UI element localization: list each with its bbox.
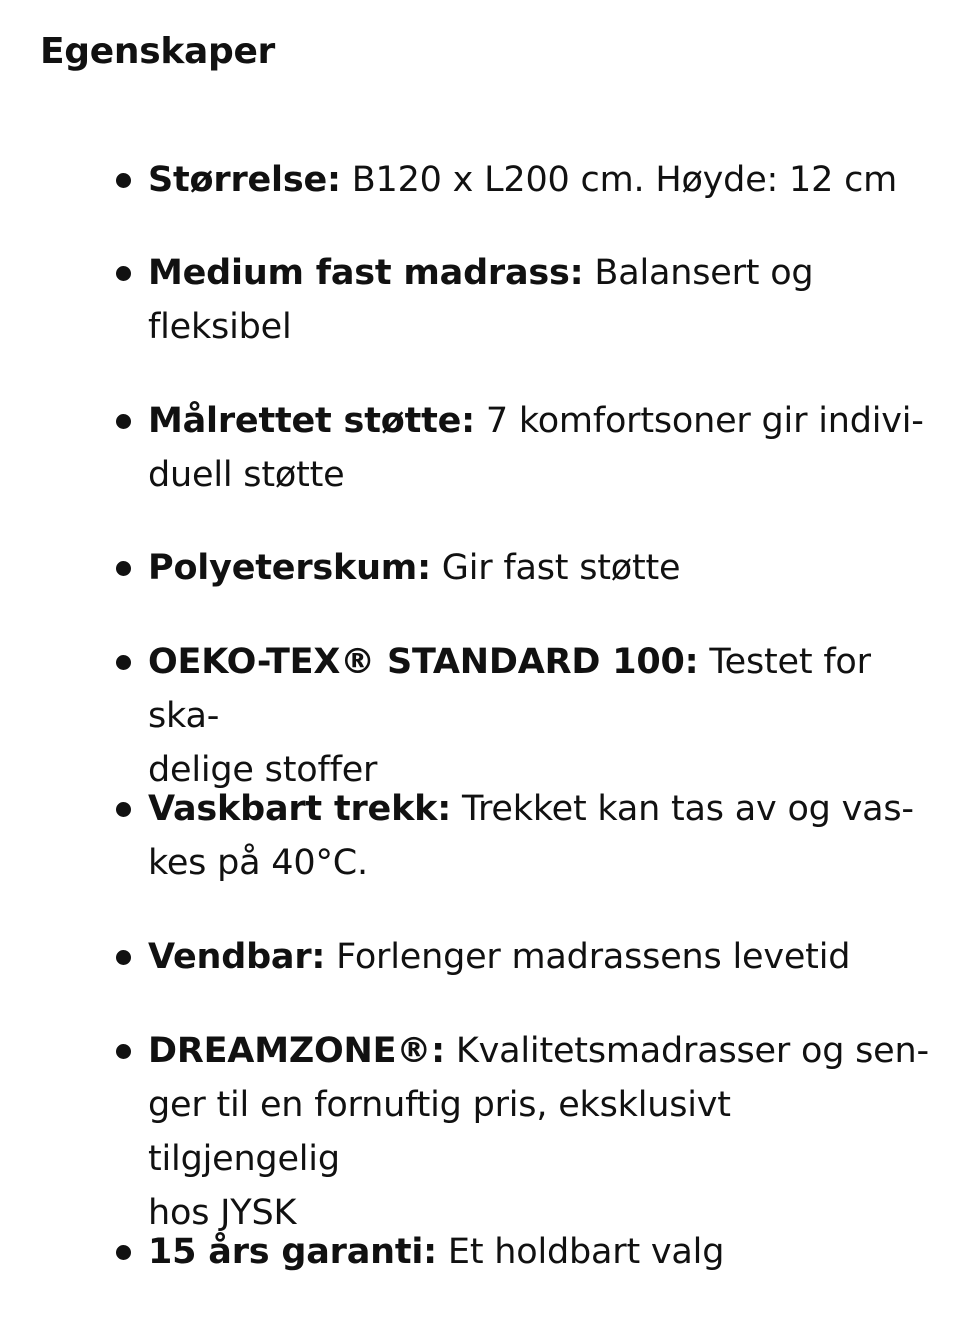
feature-text — [148, 394, 930, 502]
feature-description: Gir fast støtte — [430, 548, 681, 588]
feature-label: OEKO-TEX® STANDARD 100: — [148, 642, 699, 682]
feature-description: Testet for ska- delige stoffer — [148, 642, 871, 790]
bullet-icon — [116, 266, 131, 281]
feature-text — [148, 153, 930, 207]
feature-label: Polyeterskum: — [148, 548, 431, 588]
feature-item-reversible — [110, 930, 930, 984]
feature-item-support — [110, 394, 930, 502]
feature-text — [148, 1225, 930, 1279]
feature-description: Trekket kan tas av og vas- kes på 40°C. — [148, 789, 914, 883]
feature-text — [148, 1024, 930, 1240]
bullet-icon — [116, 802, 131, 817]
feature-description: B120 x L200 cm. Høyde: 12 cm — [340, 160, 898, 200]
feature-description: Balansert og fleksibel — [148, 253, 814, 347]
feature-label: Vaskbart trekk: — [148, 789, 452, 829]
feature-item-firmness — [110, 246, 930, 354]
feature-label: Målrettet støtte: — [148, 401, 475, 441]
bullet-icon — [116, 950, 131, 965]
feature-item-washable-cover — [110, 782, 930, 890]
feature-text — [148, 782, 930, 890]
feature-item-size — [110, 153, 930, 207]
feature-item-warranty — [110, 1225, 930, 1279]
feature-text — [148, 246, 930, 354]
bullet-icon — [116, 1044, 131, 1059]
feature-item-oeko-tex — [110, 635, 930, 797]
feature-description: Kvalitetsmadrasser og sen- ger til en fornuftig pris, eksklusivt tilgjengelig hos JYSK — [148, 1031, 929, 1233]
feature-label: Medium fast madrass: — [148, 253, 584, 293]
bullet-icon — [116, 1245, 131, 1260]
bullet-icon — [116, 173, 131, 188]
feature-label: Vendbar: — [148, 937, 326, 977]
feature-text — [148, 635, 930, 797]
bullet-icon — [116, 414, 131, 429]
bullet-icon — [116, 561, 131, 576]
feature-item-foam — [110, 541, 930, 595]
feature-description: Et holdbart valg — [436, 1232, 725, 1272]
feature-item-dreamzone — [110, 1024, 930, 1240]
bullet-icon — [116, 655, 131, 670]
feature-label: Størrelse: — [148, 160, 341, 200]
feature-label: DREAMZONE®: — [148, 1031, 445, 1071]
feature-text — [148, 930, 930, 984]
feature-text — [148, 541, 930, 595]
feature-label: 15 års garanti: — [148, 1232, 437, 1272]
feature-description: Forlenger madrassens levetid — [325, 937, 851, 977]
feature-description: 7 komfortsoner gir indivi- duell støtte — [148, 401, 924, 495]
section-title: Egenskaper — [40, 31, 276, 72]
